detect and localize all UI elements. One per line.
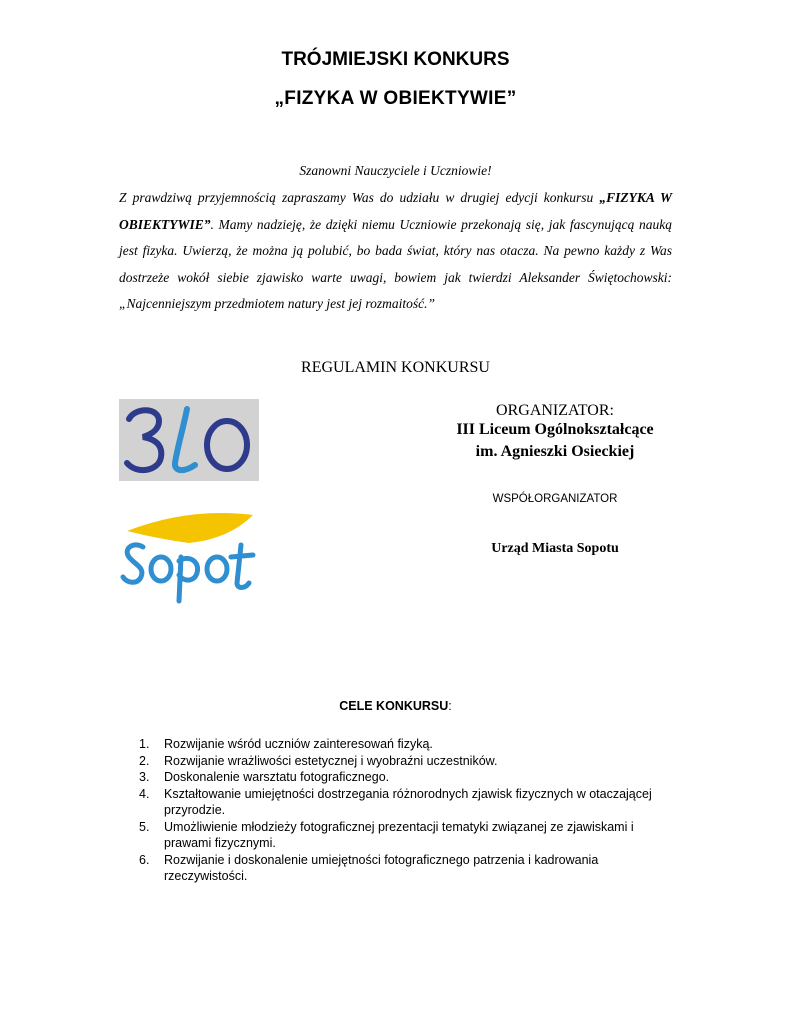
title-line-2: „FIZYKA W OBIEKTYWIE” xyxy=(274,88,517,109)
greeting: Szanowni Nauczyciele i Uczniowie! xyxy=(299,163,492,178)
intro-text-after: . Mamy nadzieję, że dzięki niemu Uczniowie przekonają się, jak fascynującą nauką jest fizyka. Uwierzą, że można ją polubić, bo bada świat, który nas otacza. Na pewno każdy z Was dostrzeże wokół siebie zjawisko warte uwagi, bowiem jak twierdzi Aleksander Świętochowski: „Najcenniejszym przedmiotem natury jest jej rozmaitość.” xyxy=(119,216,672,311)
city-logo xyxy=(119,509,259,605)
goals-heading-suffix: : xyxy=(448,699,452,713)
goal-number: 5. xyxy=(139,819,150,834)
school-logo-graphic xyxy=(119,399,259,481)
city-logo-graphic xyxy=(119,509,259,605)
school-logo xyxy=(119,399,259,481)
co-organizer-label: WSPÓŁORGANIZATOR xyxy=(492,493,618,505)
goals-list xyxy=(139,736,679,885)
co-organizer-name: Urząd Miasta Sopotu xyxy=(491,541,619,556)
title-line-1: TRÓJMIEJSKI KONKURS xyxy=(281,49,510,70)
goal-item xyxy=(139,736,679,753)
goal-number: 3. xyxy=(139,770,150,784)
goal-text: Rozwijanie wrażliwości estetycznej i wyobraźni uczestników. xyxy=(164,753,498,768)
regulations-heading: REGULAMIN KONKURSU xyxy=(301,359,490,376)
goal-text: Rozwijanie i doskonalenie umiejętności fotograficznego patrzenia i kadrowania rzeczywistości. xyxy=(164,852,599,883)
intro-paragraph xyxy=(119,185,672,318)
goals-heading xyxy=(0,699,791,713)
goal-number: 4. xyxy=(139,786,150,801)
goal-text: Umożliwienie młodzieży fotograficznej prezentacji tematyki związanej ze zjawiskami i prawami fizycznymi. xyxy=(164,819,634,850)
organizer-name-line-1: III Liceum Ogólnokształcące xyxy=(456,421,654,438)
organizer-label: ORGANIZATOR: xyxy=(496,402,614,419)
goals-heading-text: CELE KONKURSU xyxy=(339,699,449,713)
goal-number: 6. xyxy=(139,852,150,867)
intro-contest-name: „FIZYKA W OBIEKTYWIE” xyxy=(119,190,672,232)
goal-text: Kształtowanie umiejętności dostrzegania różnorodnych zjawisk fizycznych w otaczającej przyrodzie. xyxy=(164,786,652,817)
goal-number: 1. xyxy=(139,737,150,751)
goal-text: Rozwijanie wśród uczniów zainteresowań fizyką. xyxy=(164,737,433,751)
goal-item xyxy=(139,852,679,885)
goal-item xyxy=(139,769,679,786)
goal-item xyxy=(139,753,679,770)
intro-text-before: Z prawdziwą przyjemnością zapraszamy Was do udziału w drugiej edycji konkursu xyxy=(119,190,600,205)
goal-number: 2. xyxy=(139,753,150,768)
goal-text: Doskonalenie warsztatu fotograficznego. xyxy=(164,770,390,784)
goal-item xyxy=(139,786,679,819)
organizer-name-line-2: im. Agnieszki Osieckiej xyxy=(475,443,635,460)
goal-item xyxy=(139,819,679,852)
